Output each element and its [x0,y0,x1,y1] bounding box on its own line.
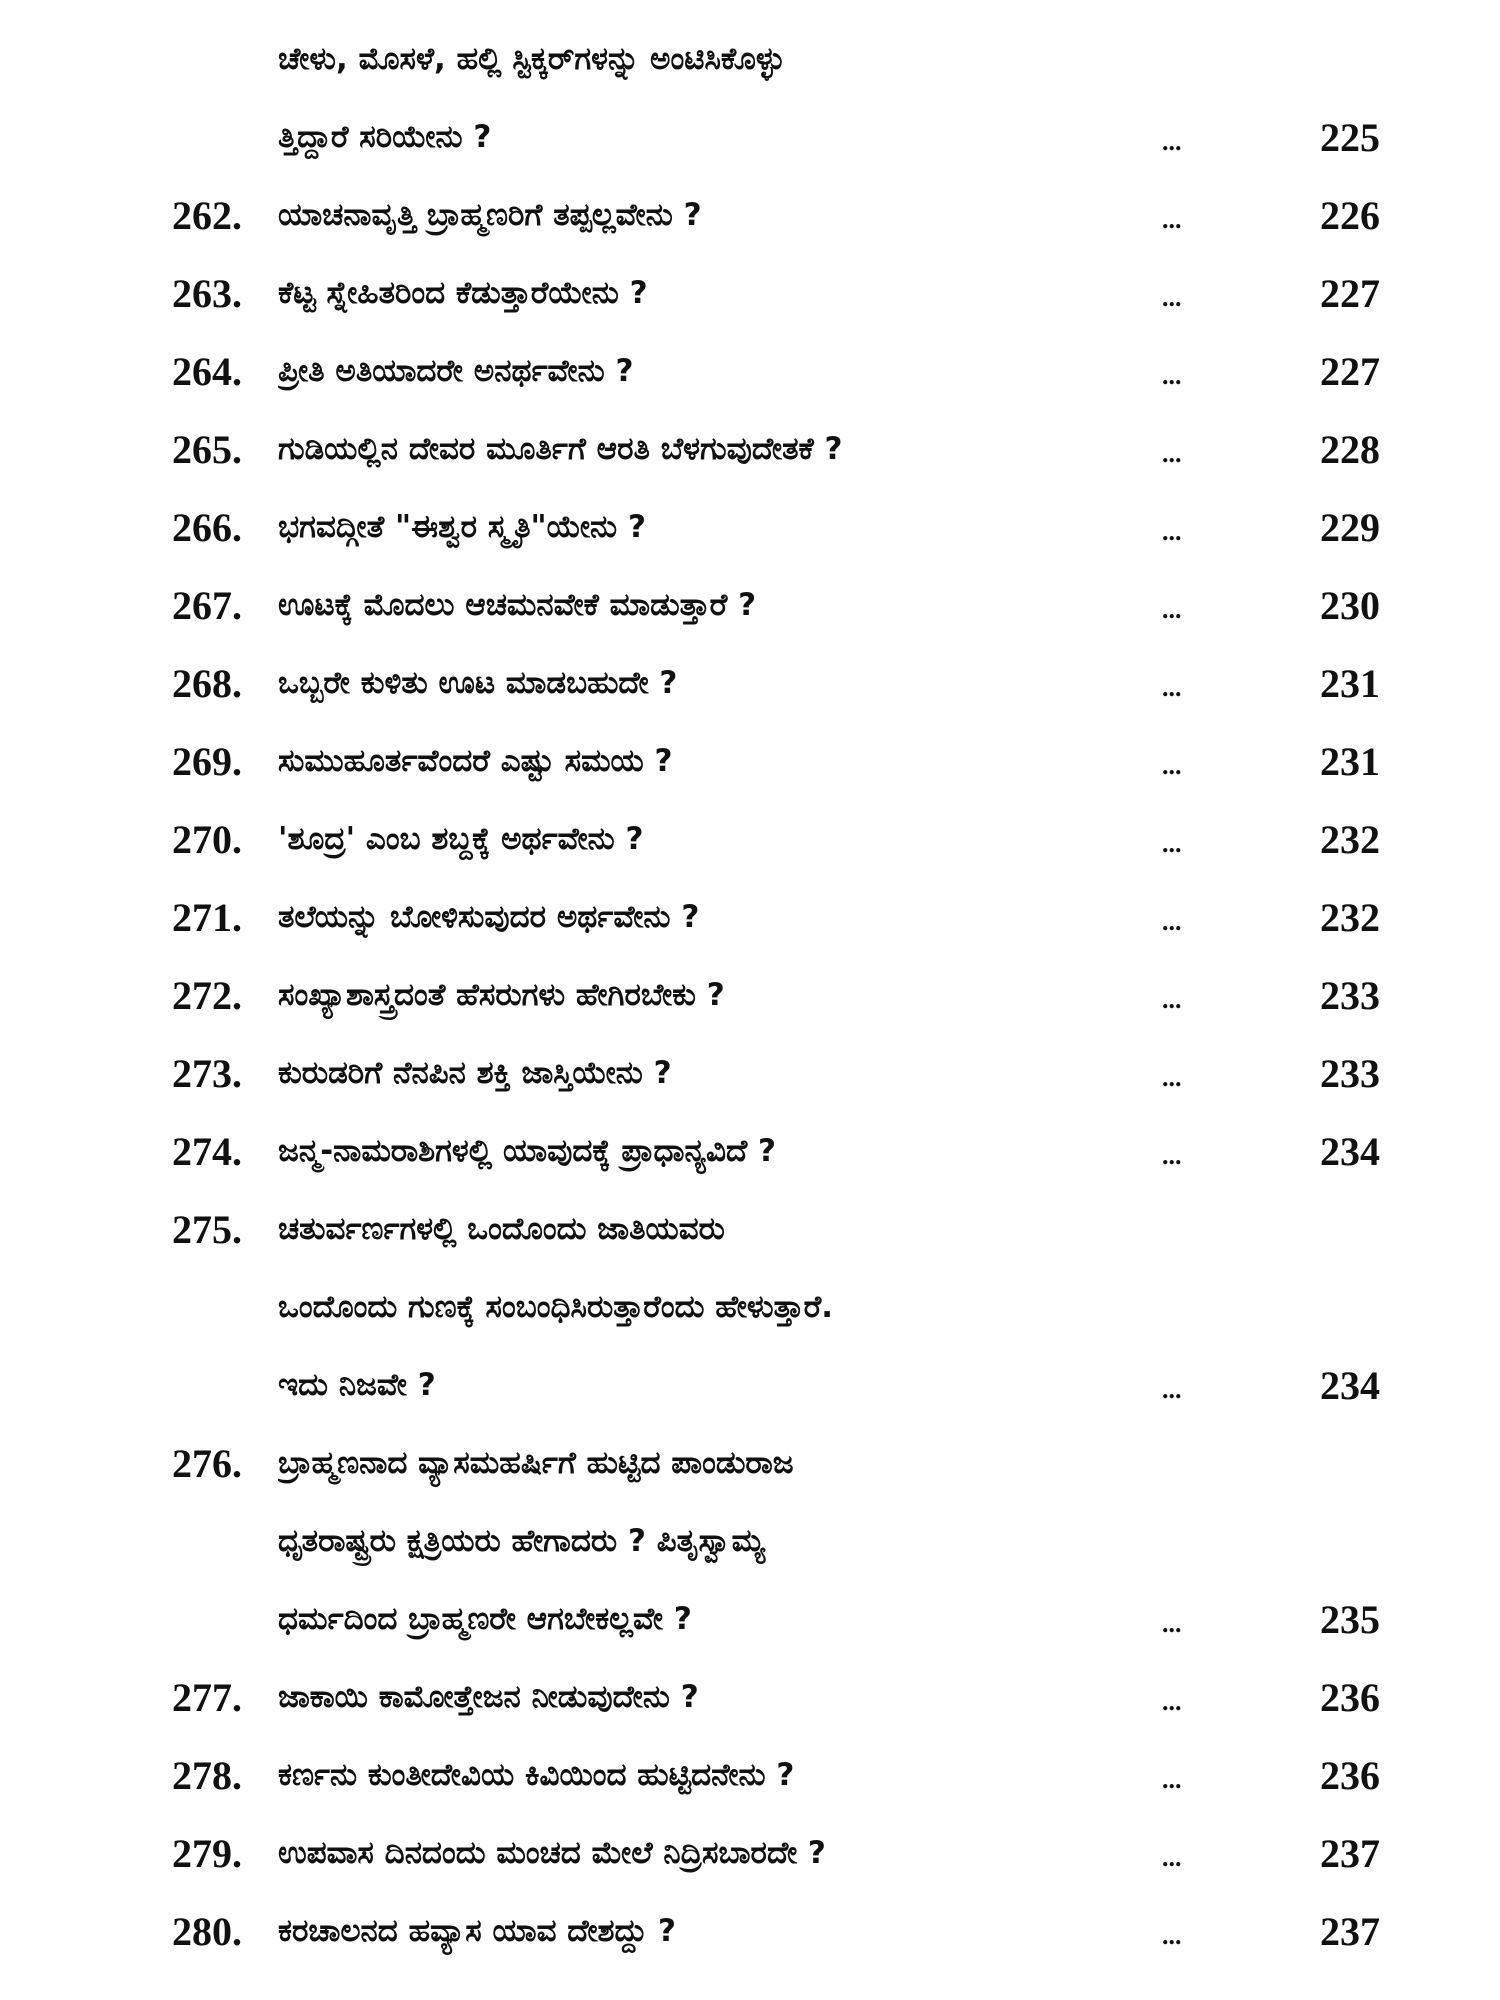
toc-line [0,722,1500,800]
entry-title: ತಲೆಯನ್ನು ಬೋಳಿಸುವುದರ ಅರ್ಥವೇನು ? [278,899,700,935]
entry-title: ಕರಚಾಲನದ ಹವ್ಯಾಸ ಯಾವ ದೇಶದ್ದು ? [278,1913,676,1949]
toc-line [0,1580,1500,1658]
toc-line [0,1268,1500,1346]
toc-line [0,176,1500,254]
leader-dots: ... [1162,673,1182,702]
entry-title: ಧೃತರಾಷ್ಟ್ರರು ಕ್ಷತ್ರಿಯರು ಹೇಗಾದರು ? ಪಿತೃಸ್ವಾಮ್ಯ [278,1523,766,1559]
entry-title: ಉಪವಾಸ ದಿನದಂದು ಮಂಚದ ಮೇಲೆ ನಿದ್ರಿಸಬಾರದೇ ? [278,1835,826,1871]
page-number: 237 [1320,1831,1380,1876]
entry-number: 265. [172,427,242,472]
page-number: 233 [1320,1051,1380,1096]
page-number: 230 [1320,583,1380,628]
entry-number: 272. [172,973,242,1018]
entry-title: 'ಶೂದ್ರ' ಎಂಬ ಶಬ್ದಕ್ಕೆ ಅರ್ಥವೇನು ? [278,821,644,857]
leader-dots: ... [1162,361,1182,390]
toc-line [0,20,1500,98]
entry-title: ಇದು ನಿಜವೇ ? [278,1367,436,1403]
page-number: 236 [1320,1675,1380,1720]
entry-number: 275. [172,1207,242,1252]
toc-line [0,488,1500,566]
toc-line [0,1346,1500,1424]
entry-number: 271. [172,895,242,940]
entry-title: ಗುಡಿಯಲ್ಲಿನ ದೇವರ ಮೂರ್ತಿಗೆ ಆರತಿ ಬೆಳಗುವುದೇತಕೆ ? [278,431,843,467]
leader-dots: ... [1162,907,1182,936]
toc-line [0,1112,1500,1190]
entry-number: 274. [172,1129,242,1174]
entry-title: ತ್ತಿದ್ದಾರೆ ಸರಿಯೇನು ? [278,119,492,155]
toc-line [0,1190,1500,1268]
entry-number: 267. [172,583,242,628]
toc-line [0,878,1500,956]
entry-number: 279. [172,1831,242,1876]
page-number: 237 [1320,1909,1380,1954]
page-number: 236 [1320,1753,1380,1798]
leader-dots: ... [1162,1375,1182,1404]
leader-dots: ... [1162,1687,1182,1716]
entry-title: ಧರ್ಮದಿಂದ ಬ್ರಾಹ್ಮಣರೇ ಆಗಬೇಕಲ್ಲವೇ ? [278,1601,692,1637]
entry-title: ಜನ್ಮ-ನಾಮರಾಶಿಗಳಲ್ಲಿ ಯಾವುದಕ್ಕೆ ಪ್ರಾಧಾನ್ಯವಿದೆ ? [278,1133,777,1169]
leader-dots: ... [1162,595,1182,624]
entry-title: ಭಗವದ್ಗೀತೆ "ಈಶ್ವರ ಸ್ಮೃತಿ"ಯೇನು ? [278,509,646,545]
leader-dots: ... [1162,1141,1182,1170]
toc-line [0,800,1500,878]
page-number: 233 [1320,973,1380,1018]
leader-dots: ... [1162,283,1182,312]
toc-line [0,566,1500,644]
page-number: 231 [1320,661,1380,706]
entry-title: ಚತುರ್ವರ್ಣಗಳಲ್ಲಿ ಒಂದೊಂದು ಜಾತಿಯವರು [278,1211,725,1247]
entry-number: 263. [172,271,242,316]
entry-title: ಬ್ರಾಹ್ಮಣನಾದ ವ್ಯಾಸಮಹರ್ಷಿಗೆ ಹುಟ್ಟಿದ ಪಾಂಡುರಾಜ [278,1445,794,1481]
entry-number: 278. [172,1753,242,1798]
leader-dots: ... [1162,439,1182,468]
entry-title: ಪ್ರೀತಿ ಅತಿಯಾದರೇ ಅನರ್ಥವೇನು ? [278,353,634,389]
page-number: 227 [1320,349,1380,394]
entry-number: 277. [172,1675,242,1720]
entry-number: 268. [172,661,242,706]
entry-title: ಜಾಕಾಯಿ ಕಾಮೋತ್ತೇಜನ ನೀಡುವುದೇನು ? [278,1679,699,1715]
leader-dots: ... [1162,985,1182,1014]
leader-dots: ... [1162,517,1182,546]
entry-title: ಊಟಕ್ಕೆ ಮೊದಲು ಆಚಮನವೇಕೆ ಮಾಡುತ್ತಾರೆ ? [278,587,757,623]
entry-title: ಕುರುಡರಿಗೆ ನೆನಪಿನ ಶಕ್ತಿ ಜಾಸ್ತಿಯೇನು ? [278,1055,672,1091]
entry-number: 276. [172,1441,242,1486]
page-number: 234 [1320,1129,1380,1174]
page-number: 232 [1320,817,1380,862]
toc-line [0,332,1500,410]
toc-line [0,1658,1500,1736]
leader-dots: ... [1162,751,1182,780]
leader-dots: ... [1162,1063,1182,1092]
leader-dots: ... [1162,1921,1182,1950]
entry-title: ಒಬ್ಬರೇ ಕುಳಿತು ಊಟ ಮಾಡಬಹುದೇ ? [278,665,678,701]
leader-dots: ... [1162,829,1182,858]
page-number: 235 [1320,1597,1380,1642]
table-of-contents [0,20,1500,1970]
page-number: 229 [1320,505,1380,550]
entry-title: ಕೆಟ್ಟ ಸ್ನೇಹಿತರಿಂದ ಕೆಡುತ್ತಾರೆಯೇನು ? [278,275,648,311]
entry-number: 280. [172,1909,242,1954]
leader-dots: ... [1162,205,1182,234]
toc-line [0,410,1500,488]
page-number: 234 [1320,1363,1380,1408]
entry-title: ಯಾಚನಾವೃತ್ತಿ ಬ್ರಾಹ್ಮಣರಿಗೆ ತಪ್ಪಲ್ಲವೇನು ? [278,197,702,233]
toc-line [0,1424,1500,1502]
page-number: 226 [1320,193,1380,238]
leader-dots: ... [1162,1765,1182,1794]
entry-number: 273. [172,1051,242,1096]
entry-title: ಕರ್ಣನು ಕುಂತೀದೇವಿಯ ಕಿವಿಯಿಂದ ಹುಟ್ಟಿದನೇನು ? [278,1757,795,1793]
entry-number: 269. [172,739,242,784]
entry-number: 266. [172,505,242,550]
toc-line [0,254,1500,332]
page-number: 225 [1320,115,1380,160]
toc-line [0,1736,1500,1814]
entry-title: ಚೇಳು, ಮೊಸಳೆ, ಹಲ್ಲಿ ಸ್ಟಿಕ್ಕರ್‌ಗಳನ್ನು ಅಂಟಿಸಿಕೊಳ್ಳು [278,41,785,77]
page-number: 232 [1320,895,1380,940]
leader-dots: ... [1162,1843,1182,1872]
entry-number: 264. [172,349,242,394]
entry-number: 270. [172,817,242,862]
toc-line [0,1502,1500,1580]
entry-number: 262. [172,193,242,238]
toc-line [0,1892,1500,1970]
toc-line [0,98,1500,176]
toc-line [0,956,1500,1034]
leader-dots: ... [1162,1609,1182,1638]
toc-line [0,644,1500,722]
entry-title: ಸಂಖ್ಯಾಶಾಸ್ತ್ರದಂತೆ ಹೆಸರುಗಳು ಹೇಗಿರಬೇಕು ? [278,977,725,1013]
entry-title: ಒಂದೊಂದು ಗುಣಕ್ಕೆ ಸಂಬಂಧಿಸಿರುತ್ತಾರೆಂದು ಹೇಳುತ್ತಾರೆ. [278,1289,834,1325]
page-number: 227 [1320,271,1380,316]
toc-line [0,1814,1500,1892]
leader-dots: ... [1162,127,1182,156]
page-number: 228 [1320,427,1380,472]
toc-line [0,1034,1500,1112]
page-number: 231 [1320,739,1380,784]
entry-title: ಸುಮುಹೂರ್ತವೆಂದರೆ ಎಷ್ಟು ಸಮಯ ? [278,743,673,779]
